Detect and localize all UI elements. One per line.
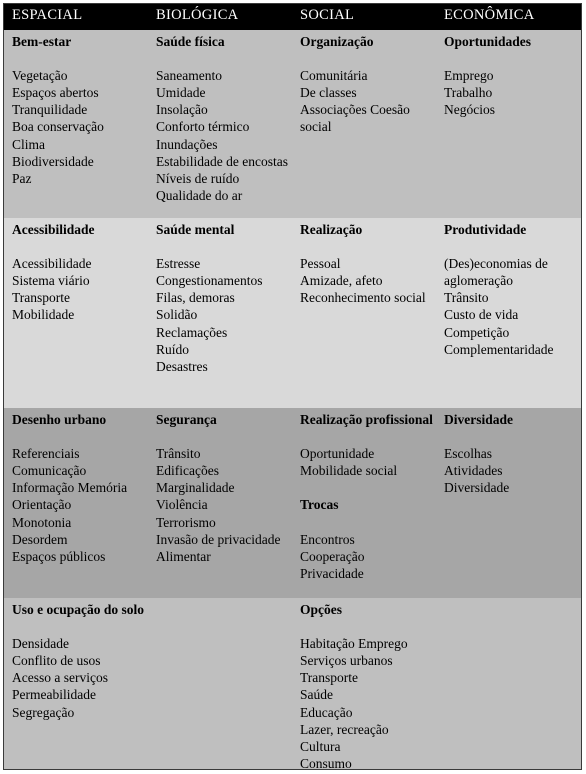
- category-item: Clima: [12, 136, 45, 152]
- category-item: Consumo: [300, 755, 352, 770]
- category-item: Ruído: [156, 341, 190, 357]
- spacer: [300, 50, 438, 67]
- category-item: Competição: [444, 324, 510, 340]
- category-title: Saúde mental: [156, 222, 235, 237]
- table-cell-espacial: [12, 601, 150, 721]
- category-item: Educação: [300, 704, 353, 720]
- category-title: Oportunidades: [444, 34, 532, 49]
- category-item: Comunitária: [300, 68, 368, 84]
- spacer: [300, 428, 438, 445]
- category-title: Diversidade: [444, 412, 513, 427]
- category-item: Complementaridade: [444, 341, 554, 357]
- category-item: Informação Memória: [12, 480, 128, 496]
- category-title: Saúde física: [156, 34, 225, 49]
- table-cell-biologica: [156, 33, 294, 204]
- category-item: Serviços urbanos: [300, 653, 393, 669]
- table-cell-espacial: [12, 411, 150, 565]
- category-item: Cultura: [300, 738, 341, 754]
- table-cell-economica: [444, 411, 580, 496]
- category-item: Qualidade do ar: [156, 187, 243, 203]
- spacer: [300, 479, 438, 496]
- category-title: Realização: [300, 222, 363, 237]
- category-item: Habitação Emprego: [300, 636, 408, 652]
- header-economica: ECONÔMICA: [444, 7, 535, 23]
- category-title: Uso e ocupação do solo: [12, 602, 145, 617]
- category-item: Mobilidade social: [300, 463, 398, 479]
- spacer: [444, 238, 580, 255]
- spacer: [12, 428, 150, 445]
- table-cell-economica: [444, 221, 580, 358]
- category-item: Escolhas: [444, 446, 492, 462]
- spacer: [156, 428, 294, 445]
- category-item: Custo de vida: [444, 307, 519, 323]
- category-item: Transporte: [300, 670, 359, 686]
- category-title: Acessibilidade: [12, 222, 95, 237]
- spacer: [12, 238, 150, 255]
- category-item: Acesso a serviços: [12, 670, 108, 686]
- category-item: Alimentar: [156, 548, 211, 564]
- category-item: Cooperação: [300, 548, 365, 564]
- header-espacial: ESPACIAL: [12, 7, 83, 23]
- table-cell-social: [300, 221, 438, 306]
- category-item: Transporte: [12, 290, 71, 306]
- table-cell-social: [300, 33, 438, 136]
- category-item: Inundações: [156, 136, 218, 152]
- table-row: [4, 598, 581, 770]
- category-item: Pessoal: [300, 256, 341, 272]
- category-item: Vegetação: [12, 68, 68, 84]
- category-item: Edificações: [156, 463, 219, 479]
- category-item: Paz: [12, 170, 32, 186]
- table-cell-social: [300, 601, 438, 770]
- category-item: Atividades: [444, 463, 503, 479]
- category-title: Bem-estar: [12, 34, 72, 49]
- category-item: Encontros: [300, 531, 355, 547]
- category-item: Tranquilidade: [12, 102, 88, 118]
- category-item: Trânsito: [444, 290, 489, 306]
- category-item: Oportunidade: [300, 446, 375, 462]
- category-item: Conflito de usos: [12, 653, 101, 669]
- spacer: [444, 50, 580, 67]
- category-item: Comunicação: [12, 463, 87, 479]
- table-cell-espacial: [12, 221, 150, 324]
- category-item: Violência: [156, 497, 208, 513]
- category-item: Trânsito: [156, 446, 201, 462]
- category-title: Opções: [300, 602, 342, 617]
- category-item: Permeabilidade: [12, 687, 96, 703]
- category-item: Trabalho: [444, 85, 493, 101]
- category-item: Invasão de privacidade: [156, 531, 281, 547]
- category-item: Privacidade: [300, 565, 364, 581]
- category-item: Negócios: [444, 102, 495, 118]
- spacer: [300, 238, 438, 255]
- category-item: Emprego: [444, 68, 494, 84]
- category-item: Solidão: [156, 307, 198, 323]
- category-item: Estabilidade de encostas: [156, 153, 288, 169]
- table-cell-biologica: [156, 411, 294, 565]
- category-item: Segregação: [12, 704, 75, 720]
- spacer: [12, 50, 150, 67]
- category-title: Segurança: [156, 412, 217, 427]
- category-item: Insolação: [156, 102, 208, 118]
- category-item: Umidade: [156, 85, 206, 101]
- category-item: Terrorismo: [156, 514, 216, 530]
- category-item: Espaços públicos: [12, 548, 106, 564]
- category-item: Sistema viário: [12, 273, 90, 289]
- category-item: Marginalidade: [156, 480, 235, 496]
- spacer: [156, 238, 294, 255]
- spacer: [300, 618, 438, 635]
- category-item: Desastres: [156, 358, 208, 374]
- header-social: SOCIAL: [300, 7, 355, 23]
- category-item: Lazer, recreação: [300, 721, 389, 737]
- category-title: Produtividade: [444, 222, 527, 237]
- category-title: Organização: [300, 34, 374, 49]
- category-item: Amizade, afeto: [300, 273, 383, 289]
- category-item: Espaços abertos: [12, 85, 99, 101]
- table-row: [4, 408, 581, 598]
- category-item: Densidade: [12, 636, 69, 652]
- category-title: Desenho urbano: [12, 412, 107, 427]
- urban-quality-table: [3, 3, 582, 770]
- spacer: [300, 514, 438, 531]
- table-cell-economica: [444, 33, 580, 118]
- category-item: Conforto térmico: [156, 119, 250, 135]
- category-title: Trocas: [300, 497, 339, 513]
- category-item: Reconhecimento social: [300, 290, 426, 306]
- table-cell-espacial: [12, 33, 150, 187]
- category-item: Boa conservação: [12, 119, 104, 135]
- category-item: Associações Coesão social: [300, 102, 410, 135]
- spacer: [156, 50, 294, 67]
- category-item: (Des)economias de aglomeração: [444, 256, 548, 289]
- category-item: Reclamações: [156, 324, 228, 340]
- category-item: Orientação: [12, 497, 72, 513]
- category-title: Realização profissional: [300, 412, 433, 427]
- category-item: Níveis de ruído: [156, 170, 240, 186]
- category-item: Saneamento: [156, 68, 222, 84]
- category-item: Congestionamentos: [156, 273, 263, 289]
- table-cell-social: [300, 411, 438, 582]
- category-item: Mobilidade: [12, 307, 75, 323]
- category-item: Estresse: [156, 256, 201, 272]
- category-item: De classes: [300, 85, 357, 101]
- category-item: Desordem: [12, 531, 68, 547]
- category-item: Acessibilidade: [12, 256, 92, 272]
- table-header-row: [4, 4, 581, 30]
- category-item: Referenciais: [12, 446, 80, 462]
- category-item: Biodiversidade: [12, 153, 94, 169]
- category-item: Saúde: [300, 687, 333, 703]
- category-item: Diversidade: [444, 480, 510, 496]
- table-cell-biologica: [156, 221, 294, 375]
- spacer: [444, 428, 580, 445]
- table-row: [4, 218, 581, 408]
- category-item: Monotonia: [12, 514, 72, 530]
- spacer: [12, 618, 150, 635]
- table-row: [4, 30, 581, 218]
- category-item: Filas, demoras: [156, 290, 235, 306]
- header-biologica: BIOLÓGICA: [156, 7, 239, 23]
